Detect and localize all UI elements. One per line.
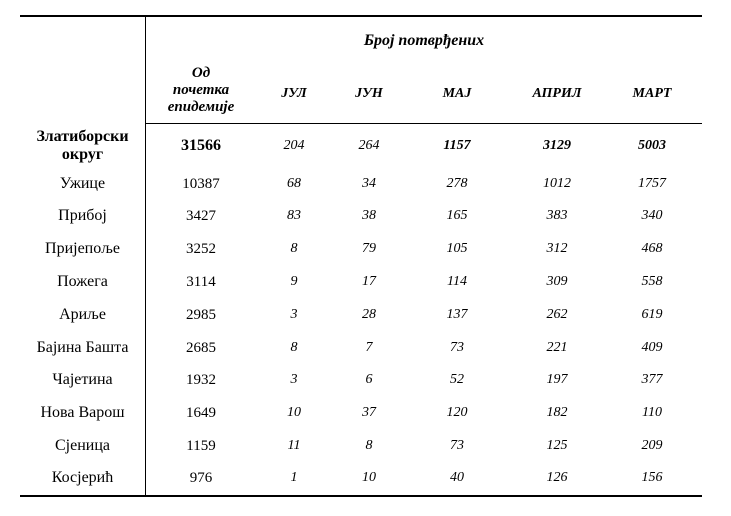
- row-month-value: 10: [362, 470, 376, 485]
- row-name: [20, 175, 145, 193]
- row-month-value: 278: [446, 176, 468, 191]
- row-month-value: 197: [546, 372, 568, 387]
- row-month-value: 209: [641, 438, 663, 453]
- cases-table: [20, 15, 702, 497]
- row-month-value: 182: [546, 405, 568, 420]
- row-total: 1649: [186, 405, 216, 421]
- header-month-april: АПРИЛ: [532, 86, 582, 101]
- row-name-line: Косјерић: [51, 469, 114, 486]
- row-month-value: 73: [450, 438, 464, 453]
- row-month-value: 68: [287, 176, 301, 191]
- row-month-value: 1757: [638, 176, 666, 191]
- row-month-value: 383: [546, 208, 568, 223]
- row-month-value: 11: [287, 438, 301, 453]
- header-month-march: МАРТ: [632, 86, 672, 101]
- row-month-value: 204: [283, 138, 305, 153]
- row-month-value: 120: [446, 405, 468, 420]
- row-total: 1159: [186, 438, 216, 454]
- row-month-value: 73: [450, 340, 464, 355]
- row-month-value: 125: [546, 438, 568, 453]
- row-month-value: 7: [365, 340, 373, 355]
- row-month-value: 5003: [638, 138, 666, 153]
- row-month-value: 309: [546, 274, 568, 289]
- table-bottom-border: [20, 495, 702, 497]
- row-month-value: 468: [641, 241, 663, 256]
- row-name-line: Пожега: [57, 273, 108, 290]
- row-month-value: 17: [362, 274, 376, 289]
- row-month-value: 312: [546, 241, 568, 256]
- row-month-value: 38: [362, 208, 376, 223]
- row-total: 31566: [181, 137, 221, 154]
- row-month-value: 137: [446, 307, 468, 322]
- row-name-line: Ариље: [59, 306, 106, 323]
- header-month-jun: ЈУН: [355, 86, 383, 101]
- row-total: 10387: [182, 176, 220, 192]
- row-month-value: 1157: [443, 138, 471, 153]
- row-month-value: 264: [358, 138, 380, 153]
- row-total: 3252: [186, 241, 216, 257]
- row-name-line: Златиборски: [36, 128, 129, 145]
- row-name-line: округ: [61, 146, 104, 163]
- row-month-value: 558: [641, 274, 663, 289]
- row-name: [20, 404, 145, 422]
- row-month-value: 156: [641, 470, 663, 485]
- row-month-value: 340: [641, 208, 663, 223]
- row-name: [20, 128, 145, 164]
- row-name: [20, 437, 145, 455]
- header-since-start-line: почетка: [172, 82, 230, 98]
- row-name-line: Ужице: [59, 175, 106, 192]
- row-month-value: 619: [641, 307, 663, 322]
- row-month-value: 8: [365, 438, 373, 453]
- row-month-value: 221: [546, 340, 568, 355]
- header-since-start-line: Од: [191, 65, 211, 81]
- row-name: [20, 306, 145, 324]
- group-title: Број потврђених: [363, 32, 485, 49]
- row-total: 1932: [186, 372, 216, 388]
- row-month-value: 34: [362, 176, 376, 191]
- row-month-value: 37: [362, 405, 376, 420]
- header-month-jul: ЈУЛ: [281, 86, 307, 101]
- header-divider: [146, 123, 702, 124]
- row-total: 2985: [186, 307, 216, 323]
- row-month-value: 28: [362, 307, 376, 322]
- table-top-border: [20, 15, 702, 17]
- row-month-value: 165: [446, 208, 468, 223]
- row-month-value: 377: [641, 372, 663, 387]
- row-month-value: 409: [641, 340, 663, 355]
- row-total: 976: [189, 470, 213, 486]
- row-month-value: 9: [290, 274, 298, 289]
- row-month-value: 114: [447, 274, 467, 289]
- row-month-value: 3: [290, 372, 298, 387]
- row-month-value: 8: [290, 340, 298, 355]
- row-month-value: 3129: [543, 138, 571, 153]
- row-name-line: Бајина Башта: [36, 339, 129, 356]
- row-name-line: Чајетина: [52, 371, 113, 388]
- row-month-value: 105: [446, 241, 468, 256]
- row-month-value: 3: [290, 307, 298, 322]
- header-since-start: [145, 65, 257, 116]
- row-month-value: 8: [290, 241, 298, 256]
- row-name: [20, 273, 145, 291]
- row-month-value: 262: [546, 307, 568, 322]
- row-month-value: 126: [546, 470, 568, 485]
- row-total: 3114: [186, 274, 216, 290]
- row-total: 3427: [186, 208, 216, 224]
- row-month-value: 6: [365, 372, 373, 387]
- row-name: [20, 339, 145, 357]
- row-month-value: 83: [287, 208, 301, 223]
- row-month-value: 1: [290, 470, 298, 485]
- row-name: [20, 207, 145, 225]
- row-month-value: 110: [642, 405, 662, 420]
- row-month-value: 52: [450, 372, 464, 387]
- row-total: 2685: [186, 340, 216, 356]
- row-month-value: 1012: [543, 176, 571, 191]
- row-name-line: Прибој: [58, 207, 107, 224]
- header-since-start-line: епидемије: [167, 99, 235, 115]
- row-name-line: Нова Варош: [40, 404, 125, 421]
- row-name-line: Пријепоље: [45, 240, 120, 257]
- row-month-value: 40: [450, 470, 464, 485]
- row-name: [20, 371, 145, 389]
- row-name: [20, 240, 145, 258]
- row-name-line: Сјеница: [54, 437, 110, 454]
- row-month-value: 10: [287, 405, 301, 420]
- row-month-value: 79: [362, 241, 376, 256]
- row-name: [20, 469, 145, 487]
- header-month-may: МАЈ: [442, 86, 472, 101]
